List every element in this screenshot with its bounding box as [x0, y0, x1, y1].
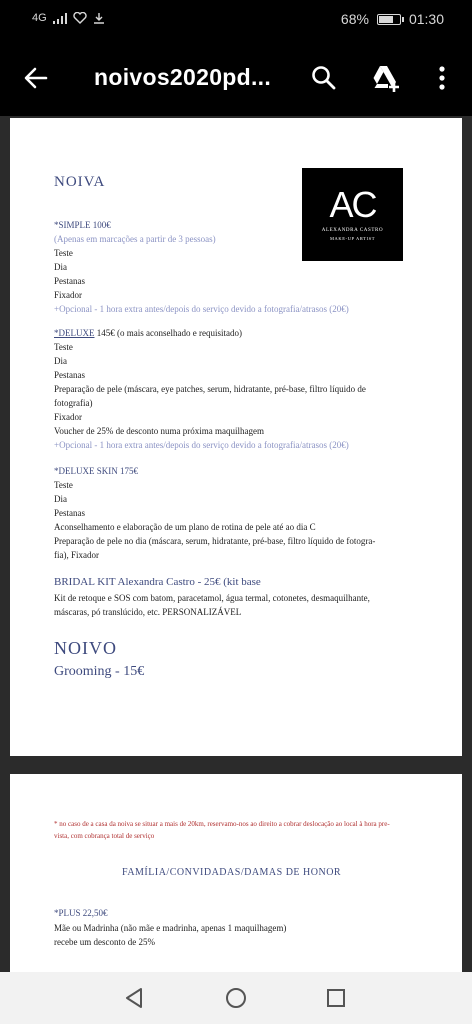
plus-description: Mãe ou Madrinha (não mãe e madrinha, apenas 1 maquilhagem): [54, 923, 287, 933]
deluxe-title: [54, 328, 242, 338]
deluxe-skin-item: Pestanas: [54, 508, 85, 518]
download-icon: [93, 12, 105, 24]
back-button[interactable]: [18, 60, 54, 96]
status-icons-right: [341, 11, 444, 27]
simple-title: *SIMPLE 100€: [54, 220, 111, 230]
status-icons-left: [32, 12, 105, 24]
heart-icon: [73, 12, 87, 24]
logo-subtitle: MAKE-UP ARTIST: [329, 236, 376, 241]
deluxe-skin-item: Teste: [54, 480, 73, 490]
pdf-page-2: [10, 774, 462, 972]
travel-warning: vista, com cobrança total de serviço: [54, 832, 155, 840]
deluxe-item: Teste: [54, 342, 73, 352]
logo-name: ALEXANDRA CASTRO: [321, 228, 384, 233]
circle-home-icon: [222, 984, 250, 1012]
deluxe-item: Dia: [54, 356, 67, 366]
simple-optional: +Opcional - 1 hora extra antes/depois do serviço devido a fotografia/atrasos (20€): [54, 304, 349, 314]
deluxe-item: Pestanas: [54, 370, 85, 380]
clock: 01:30: [408, 11, 444, 27]
simple-item: Fixador: [54, 290, 82, 300]
nav-recents-button[interactable]: [322, 984, 350, 1012]
drive-add-icon: [366, 60, 402, 96]
bridal-kit-description: Kit de retoque e SOS com batom, paracetamol, água termal, cotonetes, desmaquilhante,: [54, 593, 370, 603]
battery-icon: [377, 14, 401, 25]
add-to-drive-button[interactable]: [366, 60, 402, 96]
app-toolbar: [0, 40, 472, 116]
deluxe-skin-title: *DELUXE SKIN 175€: [54, 466, 138, 476]
plus-title: *PLUS 22,50€: [54, 908, 108, 918]
deluxe-item: fotografia): [54, 398, 93, 408]
noivo-heading: NOIVO: [54, 638, 117, 658]
bridal-kit-description: máscaras, pó translúcido, etc. PERSONALIZÁVEL: [54, 607, 242, 617]
battery-percentage: 68%: [340, 11, 369, 27]
search-button[interactable]: [306, 60, 342, 96]
deluxe-title-rest: 145€ (o mais aconselhado e requisitado): [94, 328, 242, 338]
deluxe-title-name: *DELUXE: [54, 328, 95, 338]
pdf-page-1: [10, 118, 462, 756]
battery-level: [379, 16, 393, 23]
deluxe-skin-item: Preparação de pele no dia (máscara, serum, hidratante, pré-base, filtro líquido de fotogra-: [54, 536, 376, 546]
deluxe-skin-item: fia), Fixador: [54, 550, 99, 560]
search-icon: [306, 60, 342, 96]
square-recents-icon: [322, 984, 350, 1012]
deluxe-item: Voucher de 25% de desconto numa próxima maquilhagem: [54, 426, 265, 436]
travel-warning: * no caso de a casa da noiva se situar a mais de 20km, reservamo-nos ao direito a cobrar deslocação ao local à hora pre-: [54, 820, 390, 828]
grooming-price: Grooming - 15€: [54, 664, 145, 679]
nav-home-button[interactable]: [222, 984, 250, 1012]
simple-note: (Apenas em marcações a partir de 3 pessoas): [54, 234, 216, 244]
simple-item: Teste: [54, 248, 73, 258]
network-type: 4G: [32, 12, 47, 24]
noiva-heading: NOIVA: [54, 174, 106, 190]
logo-monogram: AC: [329, 184, 376, 225]
simple-item: Pestanas: [54, 276, 85, 286]
brand-logo: [302, 168, 403, 261]
system-navigation-bar: [0, 972, 472, 1024]
bridal-kit-title: BRIDAL KIT Alexandra Castro - 25€ (kit base: [54, 576, 261, 588]
deluxe-item: Preparação de pele (máscara, eye patches, serum, hidratante, pré-base, filtro líquido de: [54, 384, 366, 394]
pdf-viewer[interactable]: [0, 116, 472, 972]
nav-back-button[interactable]: [121, 984, 149, 1012]
deluxe-skin-item: Aconselhamento e elaboração de um plano de rotina de pele até ao dia C: [54, 522, 316, 532]
signal-icon: [53, 13, 67, 24]
triangle-back-icon: [121, 984, 149, 1012]
document-title: noivos2020pd...: [94, 64, 272, 90]
arrow-left-icon: [18, 60, 54, 96]
deluxe-item: Fixador: [54, 412, 82, 422]
deluxe-skin-item: Dia: [54, 494, 67, 504]
plus-description: recebe um desconto de 25%: [54, 937, 155, 947]
more-options-button[interactable]: [428, 60, 456, 96]
family-heading: FAMÍLIA/CONVIDADAS/DAMAS DE HONOR: [122, 867, 342, 878]
more-vert-icon: [428, 60, 456, 96]
status-bar: [0, 0, 472, 40]
simple-item: Dia: [54, 262, 67, 272]
deluxe-optional: +Opcional - 1 hora extra antes/depois do serviço devido a fotografia/atrasos (20€): [54, 440, 349, 450]
